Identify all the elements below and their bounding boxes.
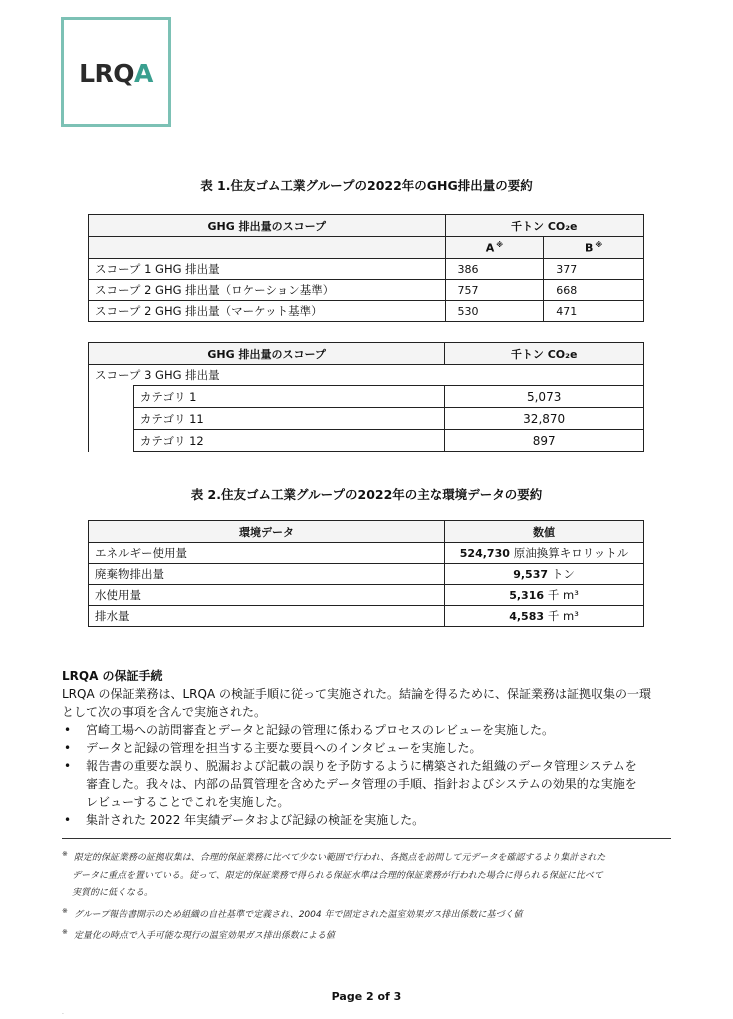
category-value: 5,073 <box>445 386 644 408</box>
environmental-data-table <box>88 520 644 627</box>
header-col-a: A ※ <box>445 237 544 259</box>
row-label: スコープ 2 GHG 排出量（ロケーション基準） <box>89 280 446 301</box>
env-value: 4,583 千 m³ <box>445 606 644 627</box>
footnote-1-line3: 実質的に低くなる。 <box>72 888 154 898</box>
footnote-3: ※ 定量化の時点で入手可能な現行の温室効果ガス排出係数による値 <box>62 928 335 941</box>
footnote-1: ※ 限定的保証業務の証拠収集は、合理的保証業務に比べて少ない範囲で行われ、各拠点を訪問して元データを確認するより集計された <box>62 850 606 863</box>
category-label: カテゴリ 12 <box>133 430 444 452</box>
env-label: 水使用量 <box>89 585 445 606</box>
category-label: カテゴリ 11 <box>133 408 444 430</box>
row-value-a: 757 <box>445 280 544 301</box>
corner-mark: . <box>62 1009 64 1016</box>
assurance-list <box>62 721 674 829</box>
env-value: 524,730 原油換算キロリットル <box>445 543 644 564</box>
table-row <box>89 386 644 408</box>
category-label: カテゴリ 1 <box>133 386 444 408</box>
header-data: 環境データ <box>89 521 445 543</box>
footnote-2: ※ グループ報告書開示のため組織の自社基準で定義され、2004 年で固定された温室効果ガス排出係数に基づく値 <box>62 906 523 920</box>
header-unit: 千トン CO₂e <box>445 215 643 237</box>
header-col-b: B ※ <box>544 237 644 259</box>
row-value-b: 377 <box>544 259 644 280</box>
footnote-divider <box>62 838 671 839</box>
row-value-a: 530 <box>445 301 544 322</box>
list-item: • 集計された 2022 年実績データおよび記録の検証を実施した。 <box>86 811 674 829</box>
assurance-heading: LRQA の保証手続 <box>62 669 163 683</box>
env-label: エネルギー使用量 <box>89 543 445 564</box>
table-row <box>89 301 644 322</box>
table-row <box>89 280 644 301</box>
table-row <box>89 543 644 564</box>
table2-title: 表 2.住友ゴム工業グループの2022年の主な環境データの要約 <box>190 487 543 502</box>
footnotes <box>62 846 674 946</box>
header-empty <box>89 237 446 259</box>
category-value: 897 <box>445 430 644 452</box>
header-value: 数値 <box>445 521 644 543</box>
env-label: 廃棄物排出量 <box>89 564 445 585</box>
list-item: • 宮崎工場への訪問審査とデータと記録の管理に係わるプロセスのレビューを実施した。 <box>86 721 674 739</box>
ghg-summary-table <box>88 214 644 322</box>
table-row <box>89 259 644 280</box>
header-scope: GHG 排出量のスコープ <box>89 215 446 237</box>
row-value-a: 386 <box>445 259 544 280</box>
row-value-b: 471 <box>544 301 644 322</box>
scope3-section-label: スコープ 3 GHG 排出量 <box>89 365 644 386</box>
lrqa-logo <box>61 17 171 127</box>
page-number: Page 2 of 3 <box>331 990 402 1003</box>
footnote-1-line2: データに重点を置いている。従って、限定的保証業務で得られる保証水準は合理的保証業務が行われた場合に得られる保証に比べて <box>72 870 603 881</box>
row-label: スコープ 2 GHG 排出量（マーケット基準） <box>89 301 446 322</box>
env-label: 排水量 <box>89 606 445 627</box>
assurance-procedures <box>62 667 674 829</box>
table-row <box>89 564 644 585</box>
logo-wordmark: LRQA <box>79 58 153 88</box>
assurance-intro-line2: として次の事項を含んで実施された。 <box>62 705 267 719</box>
env-value: 5,316 千 m³ <box>445 585 644 606</box>
category-value: 32,870 <box>445 408 644 430</box>
assurance-intro-line1: LRQA の保証業務は、LRQA の検証手順に従って実施された。結論を得るために、保証業務は証拠収集の一環 <box>62 687 651 701</box>
list-item: • データと記録の管理を担当する主要な要員へのインタビューを実施した。 <box>86 739 674 757</box>
header-scope: GHG 排出量のスコープ <box>89 343 445 365</box>
env-value: 9,537 トン <box>445 564 644 585</box>
scope3-table <box>88 342 644 452</box>
table-row <box>89 408 644 430</box>
table1-title: 表 1.住友ゴム工業グループの2022年のGHG排出量の要約 <box>200 178 533 193</box>
row-value-b: 668 <box>544 280 644 301</box>
table-row <box>89 606 644 627</box>
table-row <box>89 430 644 452</box>
list-item: • 報告書の重要な誤り、脱漏および記載の誤りを予防するように構築された組織のデータ管理システムを 審査した。我々は、内部の品質管理を含めたデータ管理の手順、指針およびシステムの効果的な実施を レビューすることでこれを実施した。 <box>86 757 674 811</box>
header-unit: 千トン CO₂e <box>445 343 644 365</box>
row-label: スコープ 1 GHG 排出量 <box>89 259 446 280</box>
table-row <box>89 585 644 606</box>
